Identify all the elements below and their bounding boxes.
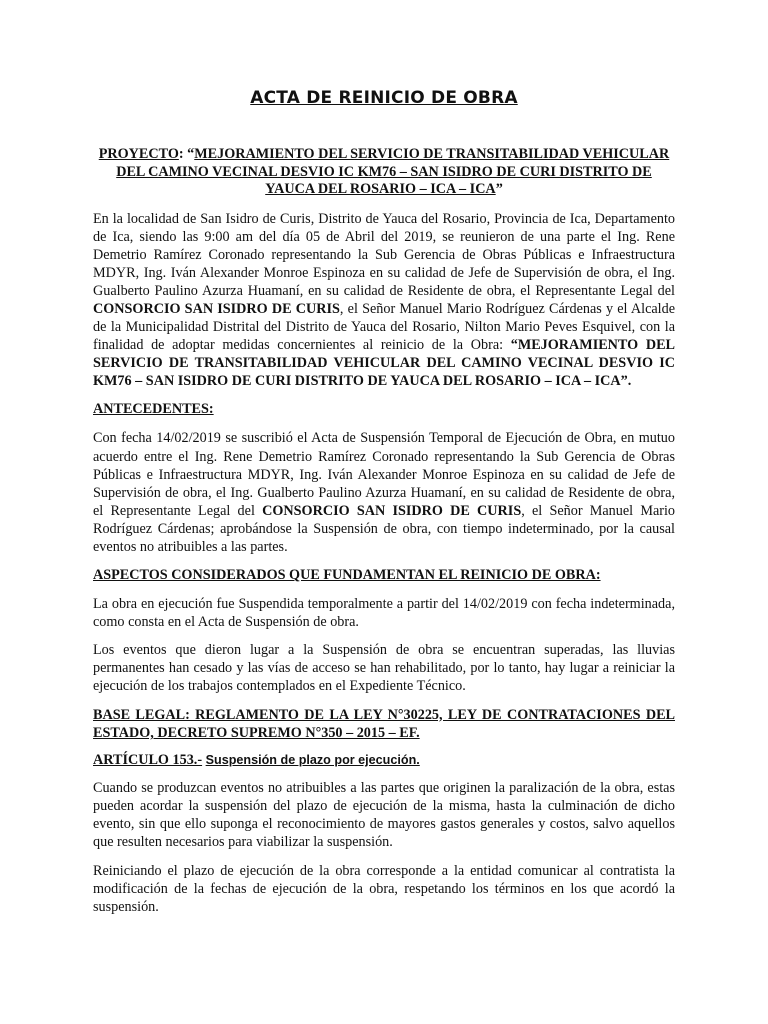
article-paragraph-2: Reiniciando el plazo de ejecución de la obra corresponde a la entidad comunicar al contratista la modificación de la fechas de ejecución de la obra, respetando los términos en los que acordó la suspensión. [93,862,675,915]
antecedentes-paragraph [93,429,675,556]
document-title: ACTA DE REINICIO DE OBRA [250,88,518,108]
intro-paragraph [93,210,675,391]
intro-text-1: En la localidad de San Isidro de Curis, Distrito de Yauca del Rosario, Provincia de Ica, Departamento de Ica, siendo las 9:00 am del día 05 de Abril del 2019, se reunieron de una parte el Ing. Rene Demetrio Ramírez Coronado representando la Sub Gerencia de Obras Públicas e Infraestructura MDYR, Ing. Iván Alexander Monroe Espinoza en su calidad de Jefe de Supervisión de obra, el Ing. Gualberto Paulino Azurza Huamaní, en su calidad de Residente de obra, el Representante Legal del [93,210,675,299]
project-block [93,146,675,199]
article-paragraph-1: Cuando se produzcan eventos no atribuibles a las partes que originen la paralización de la obra, estas pueden acordar la suspensión del plazo de ejecución de la misma, hasta la culminación de dicho evento, sin que ello suponga el reconocimiento de mayores gastos generales y costos, salvo aquellos que resulten necesarios para viabilizar la suspensión. [93,780,675,851]
antecedentes-text-2: , el Señor Manuel Mario Rodríguez Cárdenas; aprobándose la Suspensión de obra, con tiempo indeterminado, por la causal eventos no atribuibles a las partes. [93,502,675,555]
antecedentes-consortium: CONSORCIO SAN ISIDRO DE CURIS [262,502,522,519]
project-name: MEJORAMIENTO DEL SERVICIO DE TRANSITABILIDAD VEHICULAR DEL CAMINO VECINAL DESVIO IC KM76 – SAN ISIDRO DE CURI DISTRITO DE YAUCA DEL ROSARIO – ICA – ICA [116,146,670,197]
project-close-quote: ” [495,181,503,197]
aspectos-heading: ASPECTOS CONSIDERADOS QUE FUNDAMENTAN EL REINICIO DE OBRA: [93,567,601,584]
project-colon: : “ [178,146,195,162]
aspectos-paragraph-2: Los eventos que dieron lugar a la Suspensión de obra se encuentran superadas, las lluvias permanentes han cesado y las vías de acceso se han rehabilitado, por lo tanto, hay lugar a reiniciar la ejecución de los trabajos contemplados en el Expediente Técnico. [93,642,675,695]
article-title: Suspensión de plazo por ejecución. [205,753,420,768]
article-number: ARTÍCULO 153.- [93,752,203,769]
intro-consortium: CONSORCIO SAN ISIDRO DE CURIS [93,300,340,317]
antecedentes-text-1: Con fecha 14/02/2019 se suscribió el Acta de Suspensión Temporal de Ejecución de Obra, en mutuo acuerdo entre el Ing. Rene Demetrio Ramírez Coronado representando la Sub Gerencia de Obras Públicas e Infraestructura MDYR, Ing. Iván Alexander Monroe Espinoza en su calidad de Jefe de Supervisión de obra, el Ing. Gualberto Paulino Azurza Huamaní, en su calidad de Residente de obra, el Representante Legal del [93,430,675,519]
intro-text-2: , el Señor Manuel Mario Rodríguez Cárdenas y el Alcalde de la Municipalidad Distrital del Distrito de Yauca del Rosario, Nilton Mario Peves Esquivel, con la finalidad de adoptar medidas concernientes al reinicio de la Obra: [93,300,675,354]
antecedentes-heading: ANTECEDENTES: [93,401,214,418]
intro-project-quote: “MEJORAMIENTO DEL SERVICIO DE TRANSITABILIDAD VEHICULAR DEL CAMINO VECINAL DESVIO IC KM76 – SAN ISIDRO DE CURI DISTRITO DE YAUCA DEL ROSARIO – ICA – ICA”. [93,337,675,390]
project-label: PROYECTO [98,146,179,162]
article-heading [93,751,675,769]
base-legal-heading: BASE LEGAL: REGLAMENTO DE LA LEY N°30225, LEY DE CONTRATACIONES DEL ESTADO, DECRETO SUPREMO N°350 – 2015 – EF. [93,706,675,741]
document-page [93,88,675,926]
aspectos-paragraph-1: La obra en ejecución fue Suspendida temporalmente a partir del 14/02/2019 con fecha indeterminada, como consta en el Acta de Suspensión de obra. [93,596,675,631]
